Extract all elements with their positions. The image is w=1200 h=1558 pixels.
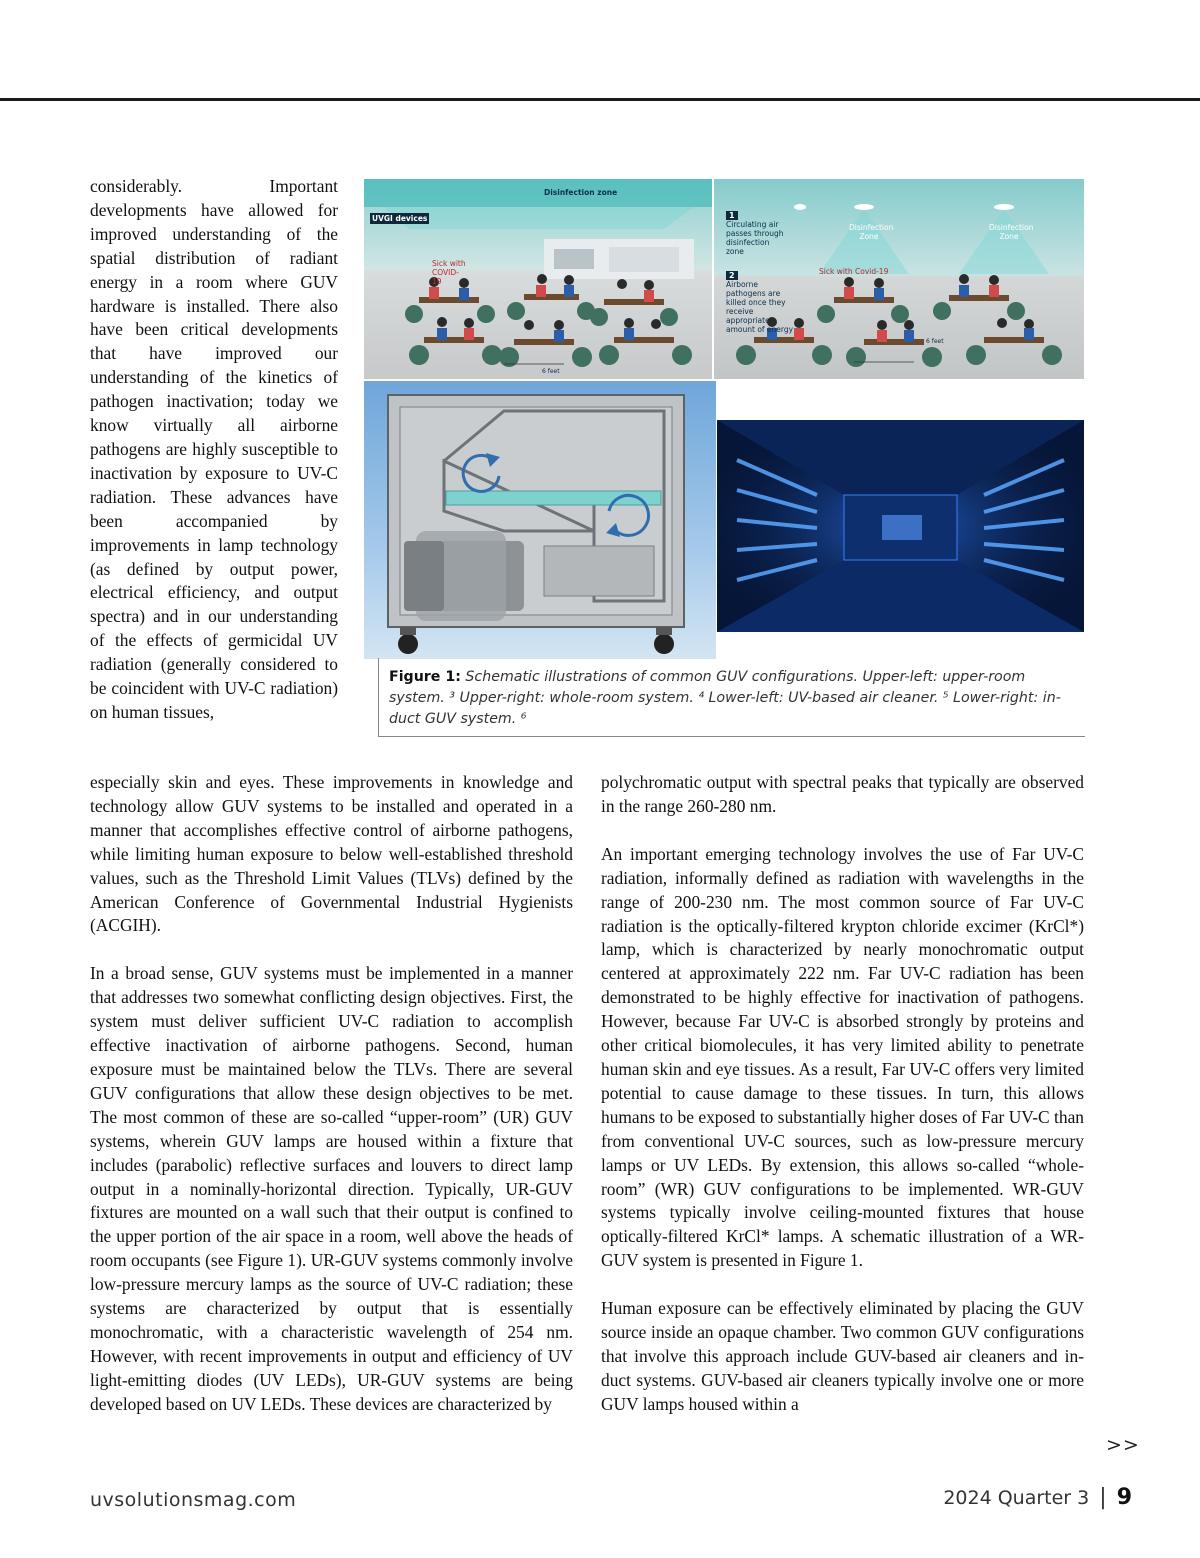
upper-room-illustration	[364, 179, 712, 379]
sick-label: Sick with COVID-19	[432, 259, 466, 286]
text-column-narrow	[90, 175, 338, 725]
step-1-text: Circulating air passes through disinfection zone	[726, 220, 784, 256]
header-rule	[0, 98, 1200, 101]
in-duct-illustration	[717, 420, 1084, 632]
paragraph: An important emerging technology involves the use of Far UV-C radiation, informally defined as radiation with wavelengths in the range of 200-230 nm. The most common source of Far UV-C radiation is the optically-filtered krypton chloride excimer (KrCl*) lamp, which is characterized by nearly monochromatic output centered at approximately 222 nm. Far UV-C radiation has been demonstrated to be highly effective for inactivation of pathogens. However, because Far UV-C is absorbed strongly by proteins and other critical biomolecules, it has very limited ability to penetrate human skin and eye tissues. As a result, Far UV-C offers very limited potential to cause damage to these tissues. In turn, this allows humans to be exposed to substantially higher doses of Far UV-C than from conventional UV-C sources, such as low-pressure mercury lamps or UV LEDs. By extension, this allows so-called “whole-room” (WR) GUV configurations to be implemented. WR-GUV systems typically involve ceiling-mounted fixtures that house optically-filtered KrCl* lamps. A schematic illustration of a WR-GUV system is presented in Figure 1.	[601, 843, 1084, 1271]
uvgi-devices-label: UVGI devices	[372, 214, 428, 223]
step-1-note	[726, 211, 788, 256]
paragraph: considerably. Important developments have allowed for improved understanding of the spatial distribution of radiant energy in a room where GUV hardware is installed. There also have been critical developments that have improved our understanding of the kinetics of pathogen inactivation; today we know virtually all airborne pathogens are highly susceptible to inactivation by exposure to UV-C radiation. These advances have been accompanied by improvements in lamp technology (as defined by output power, electrical efficiency, and output spectra) and in our understanding of the effects of germicidal UV radiation (generally considered to be coincident with UV-C radiation) on human tissues,	[90, 176, 338, 722]
paragraph: Human exposure can be effectively eliminated by placing the GUV source inside an opaque chamber. Two common GUV configurations that involve this approach include GUV-based air cleaners and in-duct systems. GUV-based air cleaners typically involve one or more GUV lamps housed within a	[601, 1298, 1084, 1414]
step-2-number: 2	[726, 271, 738, 280]
zone-1-label: Disinfection Zone	[849, 223, 894, 241]
footer-site: uvsolutionsmag.com	[90, 1489, 297, 1511]
footer-issue: 2024 Quarter 3	[943, 1486, 1090, 1509]
distance-label: 6 feet	[542, 368, 560, 375]
air-cleaner-illustration	[364, 381, 716, 659]
zone-2-label: Disinfection Zone	[989, 223, 1034, 241]
paragraph: especially skin and eyes. These improvements in knowledge and technology allow GUV systems to be installed and operated in a manner that accomplishes effective control of airborne pathogens, while limiting human exposure to below well-established threshold values, such as the Threshold Limit Values (TLVs) defined by the American Conference of Governmental Industrial Hygienists (ACGIH).	[90, 772, 573, 936]
sick-label-2: Sick with Covid-19	[819, 267, 889, 276]
caption-text: Schematic illustrations of common GUV configurations. Upper-left: upper-room system. ³ Upper-right: whole-room system. ⁴ Lower-left: UV-based air cleaner. ⁵ Lower-right: in-duct GUV system. ⁶	[389, 669, 1061, 727]
continue-marker: >>	[1106, 1434, 1140, 1456]
paragraph: In a broad sense, GUV systems must be implemented in a manner that addresses two somewhat conflicting design objectives. First, the system must deliver sufficient UV-C radiation to accomplish effective inactivation of airborne pathogens. Second, human exposure must be maintained below the TLVs. There are several GUV configurations that allow these design objectives to be met. The most common of these are so-called “upper-room” (UR) GUV systems, wherein GUV lamps are housed within a fixture that includes (parabolic) reflective surfaces and louvers to direct lamp output in a nominally-horizontal direction. Typically, UR-GUV fixtures are mounted on a wall such that their output is confined to the upper portion of the air space in a room, well above the heads of room occupants (see Figure 1). UR-GUV systems commonly involve low-pressure mercury lamps as the source of UV-C radiation; these systems are characterized by output that is essentially monochromatic, with a characteristic wavelength of 254 nm. However, with recent improvements in output and efficiency of UV light-emitting diodes (UV LEDs), UR-GUV systems are being developed based on UV LEDs. These devices are characterized by	[90, 963, 573, 1414]
text-column-right	[601, 771, 1084, 1417]
figure-air-cleaner-panel	[364, 381, 716, 659]
figure-upper-room-panel	[364, 179, 712, 379]
page-number: 9	[1116, 1485, 1132, 1510]
figure-caption	[378, 658, 1085, 737]
caption-label: Figure 1:	[389, 669, 461, 685]
text-column-left	[90, 771, 573, 1417]
step-2-note	[726, 271, 796, 334]
figure-whole-room-panel	[714, 179, 1084, 379]
step-1-number: 1	[726, 211, 738, 220]
paragraph: polychromatic output with spectral peaks that typically are observed in the range 260-280 nm.	[601, 772, 1084, 816]
footer-issue-info	[943, 1485, 1132, 1510]
step-2-text: Airborne pathogens are killed once they receive appropriate amount of energy	[726, 280, 794, 334]
disinfection-zone-label: Disinfection zone	[544, 188, 618, 197]
figure-in-duct-panel	[717, 420, 1084, 632]
footer-separator: |	[1099, 1485, 1107, 1510]
distance-label-2: 6 feet	[926, 338, 944, 345]
